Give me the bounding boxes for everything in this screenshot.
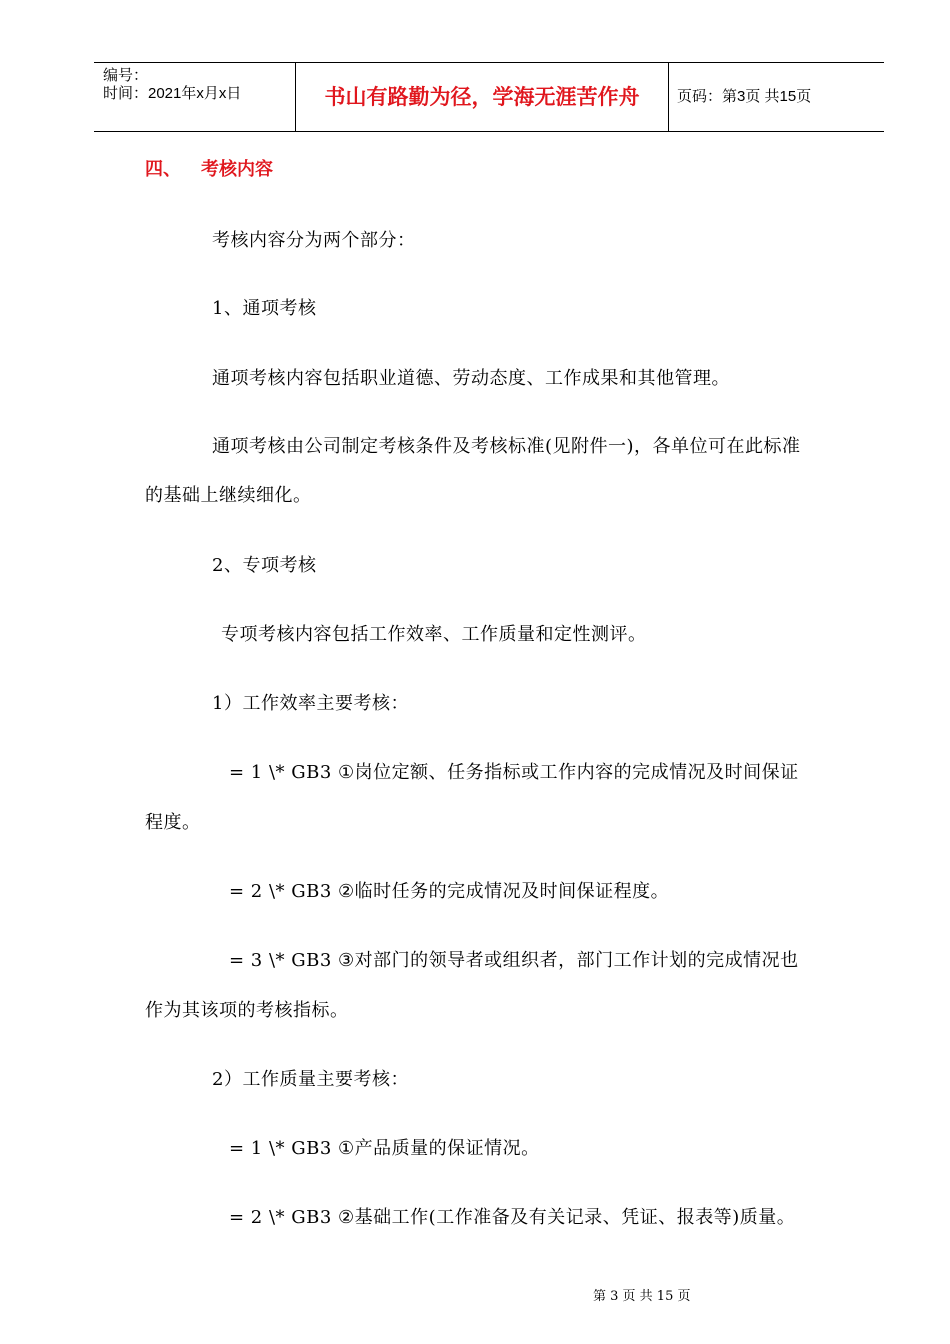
subheading-efficiency: 1）工作效率主要考核： [212,693,409,714]
list-item: = 2 \* GB3 ②基础工作(工作准备及有关记录、凭证、报表等)质量。 [229,1207,796,1228]
header-page-cell [668,63,884,131]
section-title: 考核内容 [201,159,273,180]
header-left-cell [94,63,295,131]
header-motto-cell [295,63,669,131]
list-item-continuation: 作为其该项的考核指标。 [145,1000,349,1021]
list-item: = 2 \* GB3 ②临时任务的完成情况及时间保证程度。 [229,881,670,902]
subheading-quality: 2）工作质量主要考核： [212,1069,409,1090]
document-time-label: 时间：2021年x月x日 [103,85,242,102]
section-heading [145,158,273,182]
subheading-general-assessment: 1、通项考核 [212,298,317,319]
header-page-info: 页码：第3页 共15页 [677,88,812,105]
document-header [94,62,884,132]
paragraph: 专项考核内容包括工作效率、工作质量和定性测评。 [221,624,647,645]
document-number-label: 编号： [103,67,149,84]
paragraph-continuation: 的基础上继续细化。 [145,485,312,506]
paragraph: 考核内容分为两个部分： [212,230,416,251]
page-footer: 第 3 页 共 15 页 [593,1289,691,1304]
header-motto: 书山有路勤为径，学海无涯苦作舟 [324,85,640,109]
paragraph: 通项考核由公司制定考核条件及考核标准(见附件一)，各单位可在此标准 [212,436,801,457]
list-item: = 1 \* GB3 ①产品质量的保证情况。 [229,1138,540,1159]
paragraph: 通项考核内容包括职业道德、劳动态度、工作成果和其他管理。 [212,368,730,389]
list-item-continuation: 程度。 [145,812,201,833]
list-item: = 1 \* GB3 ①岗位定额、任务指标或工作内容的完成情况及时间保证 [229,762,799,783]
subheading-special-assessment: 2、专项考核 [212,555,317,576]
section-number: 四、 [145,159,181,180]
list-item: = 3 \* GB3 ③对部门的领导者或组织者，部门工作计划的完成情况也 [229,950,799,971]
